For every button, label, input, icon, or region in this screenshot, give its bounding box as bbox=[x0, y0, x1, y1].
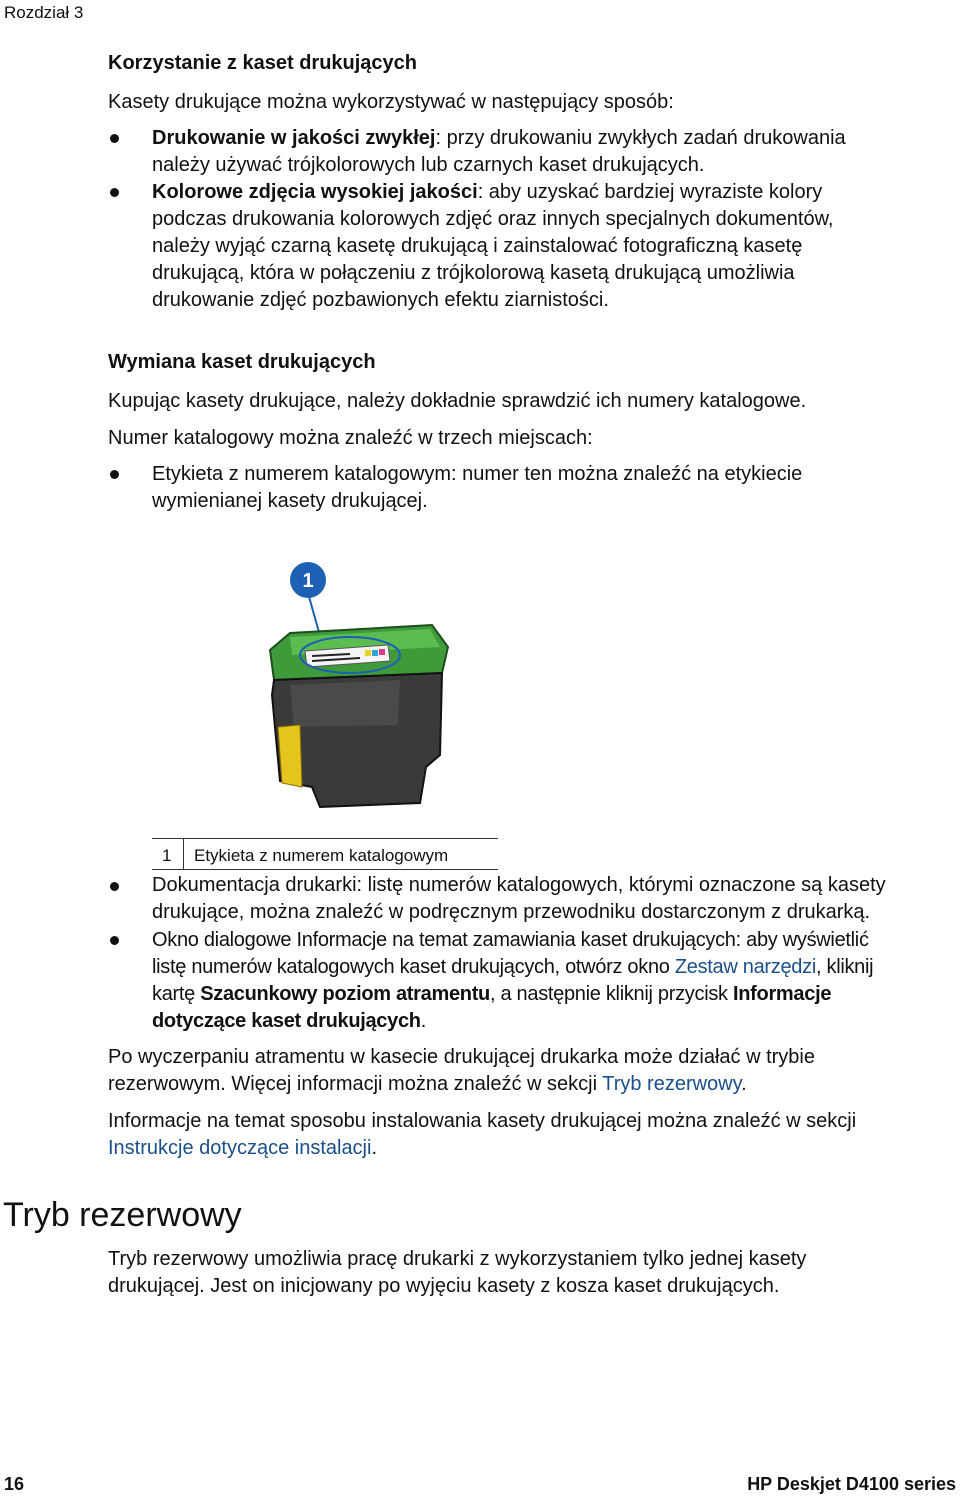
paragraph-part-numbers: Kupując kasety drukujące, należy dokładnie sprawdzić ich numery katalogowe. bbox=[108, 390, 807, 412]
caption-divider bbox=[183, 839, 184, 869]
bullet-label: Etykieta z numerem katalogowym: numer ten można znaleźć na etykiecie wymienianej kasety drukującej. bbox=[152, 463, 803, 512]
caption-text: Etykieta z numerem katalogowym bbox=[194, 846, 449, 865]
paragraph-install-info: Informacje na temat sposobu instalowania kasety drukującej można znaleźć w sekcji Instrukcje dotyczące instalacji. bbox=[108, 1110, 857, 1159]
bullet-photo-quality: Kolorowe zdjęcia wysokiej jakości: aby uzyskać bardziej wyraziste kolory podczas drukowania kolorowych zdjęć oraz innych specjalnych dokumentów, należy wyjąć czarną kasetę drukującą i zainstalować fotograficzną kasetę drukującą, która w połączeniu z trójkolorową kasetą drukującą umożliwia drukowanie zdjęć pozbawionych efektu ziarnistości. bbox=[152, 181, 834, 311]
contact-strip bbox=[278, 725, 302, 787]
callout-number: 1 bbox=[302, 570, 314, 592]
chapter-label: Rozdział 3 bbox=[4, 3, 84, 22]
bullet-dot bbox=[110, 882, 119, 891]
label-color-chip bbox=[365, 650, 371, 656]
cartridge-body-highlight bbox=[290, 680, 400, 727]
caption-number: 1 bbox=[162, 846, 172, 865]
bullet-dot bbox=[110, 936, 119, 945]
paragraph-reserve-mode: Tryb rezerwowy umożliwia pracę drukarki z wykorzystaniem tylko jednej kasety drukującej. Jest on inicjowany po wyjęciu kasety z kosza kaset drukujących. bbox=[108, 1248, 807, 1297]
bullet-dot bbox=[110, 134, 119, 143]
link-install-instructions[interactable]: Instrukcje dotyczące instalacji bbox=[108, 1137, 372, 1159]
product-name: HP Deskjet D4100 series bbox=[747, 1474, 956, 1494]
ui-button-name-cont: dotyczące kaset drukujących bbox=[152, 1010, 421, 1032]
bullet-bold-term: Kolorowe zdjęcia wysokiej jakości bbox=[152, 181, 478, 203]
section-title-using-cartridges: Korzystanie z kaset drukujących bbox=[108, 52, 418, 74]
bullet-order-dialog: Okno dialogowe Informacje na temat zamawiania kaset drukujących: aby wyświetlić listę numerów katalogowych kaset drukujących, otwórz okno Zestaw narzędzi, kliknij kartę Szacunkowy poziom atramentu, a następnie kliknij przycisk Informacje dotyczące kaset drukujących. bbox=[152, 929, 874, 1032]
bullet-dot bbox=[110, 188, 119, 197]
bullet-bold-term: Drukowanie w jakości zwykłej bbox=[152, 127, 436, 149]
bullet-normal-quality: Drukowanie w jakości zwykłej: przy drukowaniu zwykłych zadań drukowania należy używać trójkolorowych lub czarnych kaset drukujących. bbox=[152, 127, 846, 176]
page-number: 16 bbox=[4, 1474, 25, 1494]
label-color-chip bbox=[379, 649, 385, 655]
section-title-replacing-cartridges: Wymiana kaset drukujących bbox=[108, 351, 376, 373]
heading-reserve-mode: Tryb rezerwowy bbox=[3, 1196, 242, 1234]
label-color-chip bbox=[372, 650, 378, 656]
intro-paragraph: Kasety drukujące można wykorzystywać w następujący sposób: bbox=[108, 91, 674, 113]
paragraph-reserve-info: Po wyczerpaniu atramentu w kasecie drukującej drukarka może działać w trybie rezerwowym. Więcej informacji można znaleźć w sekcji Tryb rezerwowy. bbox=[108, 1046, 815, 1095]
ui-button-name: Informacje bbox=[733, 983, 832, 1005]
paragraph-three-places: Numer katalogowy można znaleźć w trzech miejscach: bbox=[108, 427, 593, 449]
figure-caption bbox=[152, 838, 498, 870]
link-toolbox[interactable]: Zestaw narzędzi bbox=[674, 956, 816, 978]
ui-tab-name: Szacunkowy poziom atramentu bbox=[200, 983, 490, 1005]
bullet-documentation: Dokumentacja drukarki: listę numerów katalogowych, którymi oznaczone są kasety drukujące, można znaleźć w podręcznym przewodniku dostarczonym z drukarką. bbox=[152, 874, 886, 923]
cartridge-illustration bbox=[250, 555, 460, 815]
link-reserve-mode[interactable]: Tryb rezerwowy bbox=[602, 1073, 742, 1095]
bullet-dot bbox=[110, 470, 119, 479]
